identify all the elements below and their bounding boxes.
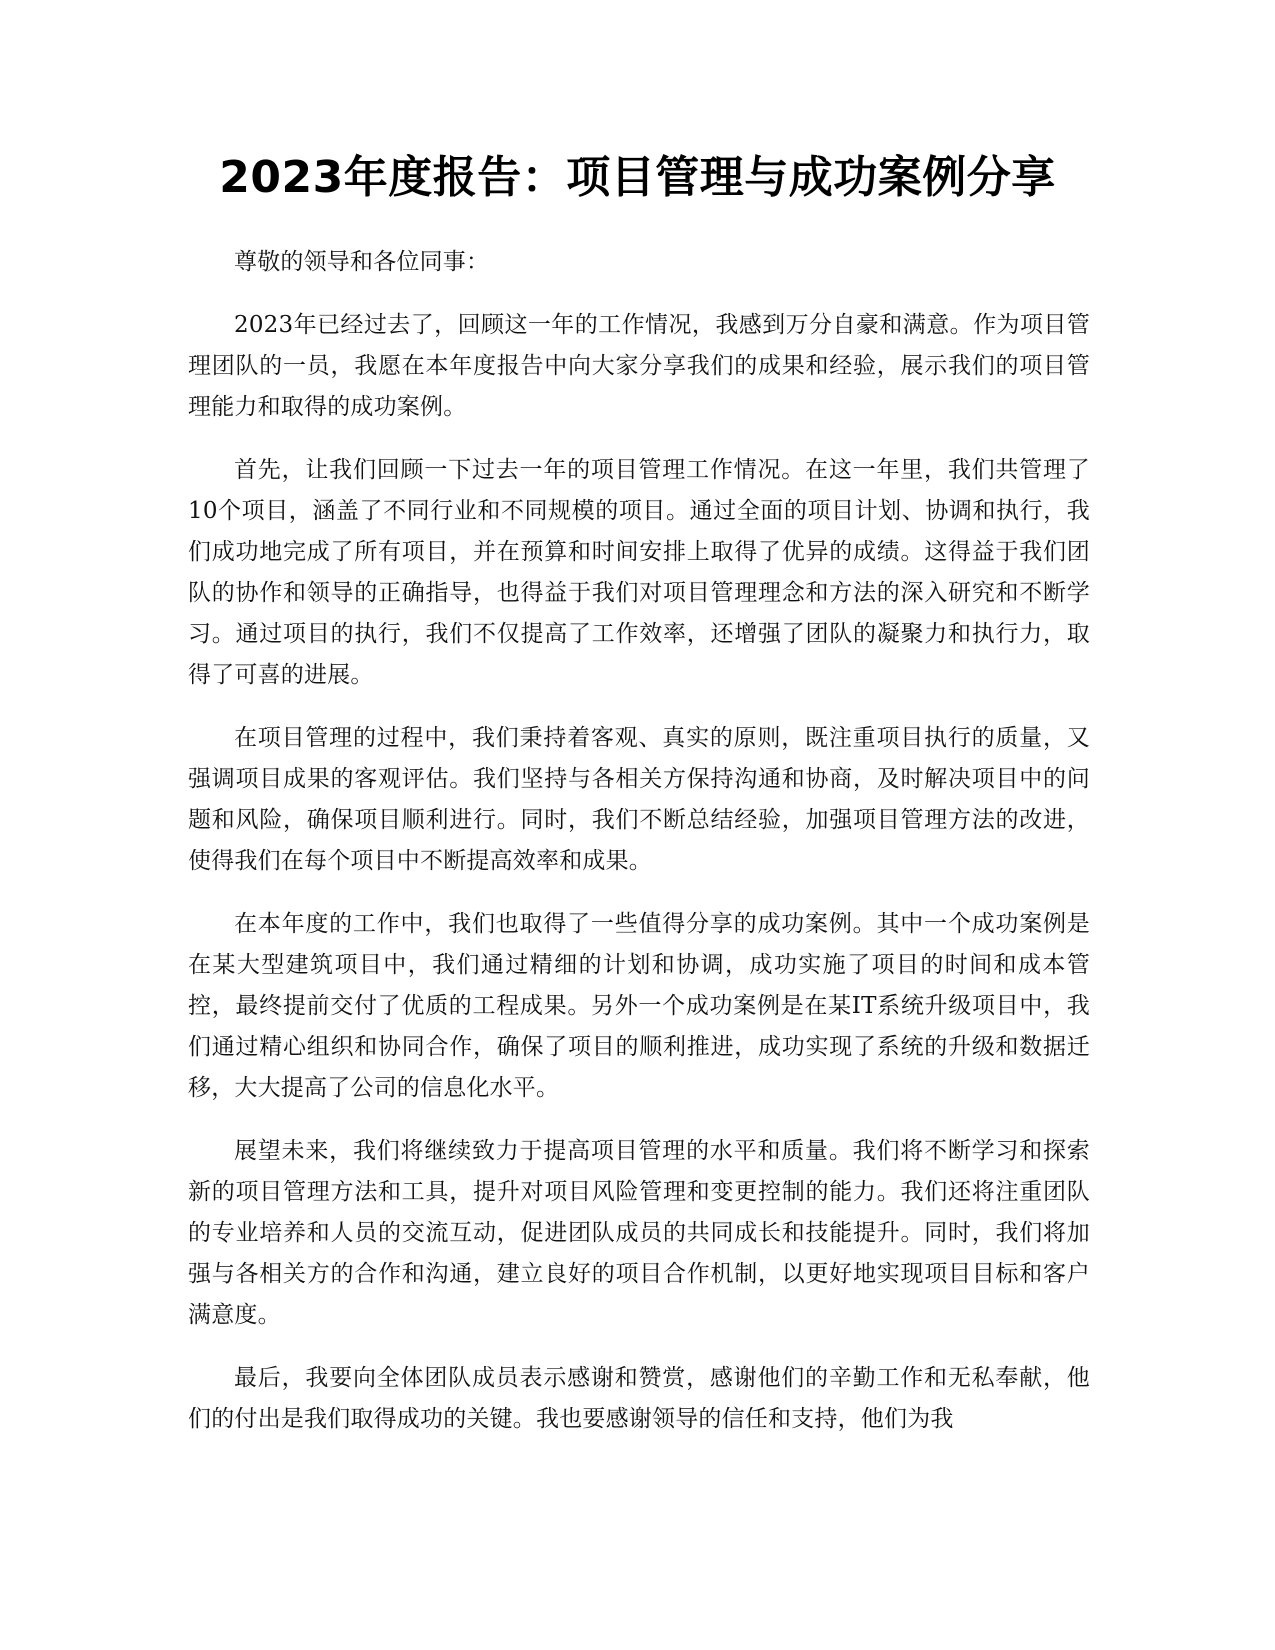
document-title: 2023年度报告：项目管理与成功案例分享 <box>219 152 1056 203</box>
paragraph-review: 首先，让我们回顾一下过去一年的项目管理工作情况。在这一年里，我们共管理了10个项目，涵盖了不同行业和不同规模的项目。通过全面的项目计划、协调和执行，我们成功地完成了所有项目，并在预算和时间安排上取得了优异的成绩。这得益于我们团队的协作和领导的正确指导，也得益于我们对项目管理理念和方法的深入研究和不断学习。通过项目的执行，我们不仅提高了工作效率，还增强了团队的凝聚力和执行力，取得了可喜的进展。 <box>188 457 1090 688</box>
document-body <box>188 242 1090 1462</box>
paragraph-principles: 在项目管理的过程中，我们秉持着客观、真实的原则，既注重项目执行的质量，又强调项目成果的客观评估。我们坚持与各相关方保持沟通和协商，及时解决项目中的问题和风险，确保项目顺利进行。同时，我们不断总结经验，加强项目管理方法的改进，使得我们在每个项目中不断提高效率和成果。 <box>188 725 1090 874</box>
paragraph-greeting: 尊敬的领导和各位同事： <box>234 249 490 275</box>
paragraph-success-cases: 在本年度的工作中，我们也取得了一些值得分享的成功案例。其中一个成功案例是在某大型建筑项目中，我们通过精细的计划和协调，成功实施了项目的时间和成本管控，最终提前交付了优质的工程成果。另外一个成功案例是在某IT系统升级项目中，我们通过精心组织和协同合作，确保了项目的顺利推进，成功实现了系统的升级和数据迁移，大大提高了公司的信息化水平。 <box>188 911 1090 1101</box>
paragraph-thanks: 最后，我要向全体团队成员表示感谢和赞赏，感谢他们的辛勤工作和无私奉献，他们的付出是我们取得成功的关键。我也要感谢领导的信任和支持，他们为我 <box>188 1365 1090 1432</box>
paragraph-intro: 2023年已经过去了，回顾这一年的工作情况，我感到万分自豪和满意。作为项目管理团队的一员，我愿在本年度报告中向大家分享我们的成果和经验，展示我们的项目管理能力和取得的成功案例。 <box>188 312 1090 420</box>
paragraph-outlook: 展望未来，我们将继续致力于提高项目管理的水平和质量。我们将不断学习和探索新的项目管理方法和工具，提升对项目风险管理和变更控制的能力。我们还将注重团队的专业培养和人员的交流互动，促进团队成员的共同成长和技能提升。同时，我们将加强与各相关方的合作和沟通，建立良好的项目合作机制，以更好地实现项目目标和客户满意度。 <box>188 1138 1090 1328</box>
